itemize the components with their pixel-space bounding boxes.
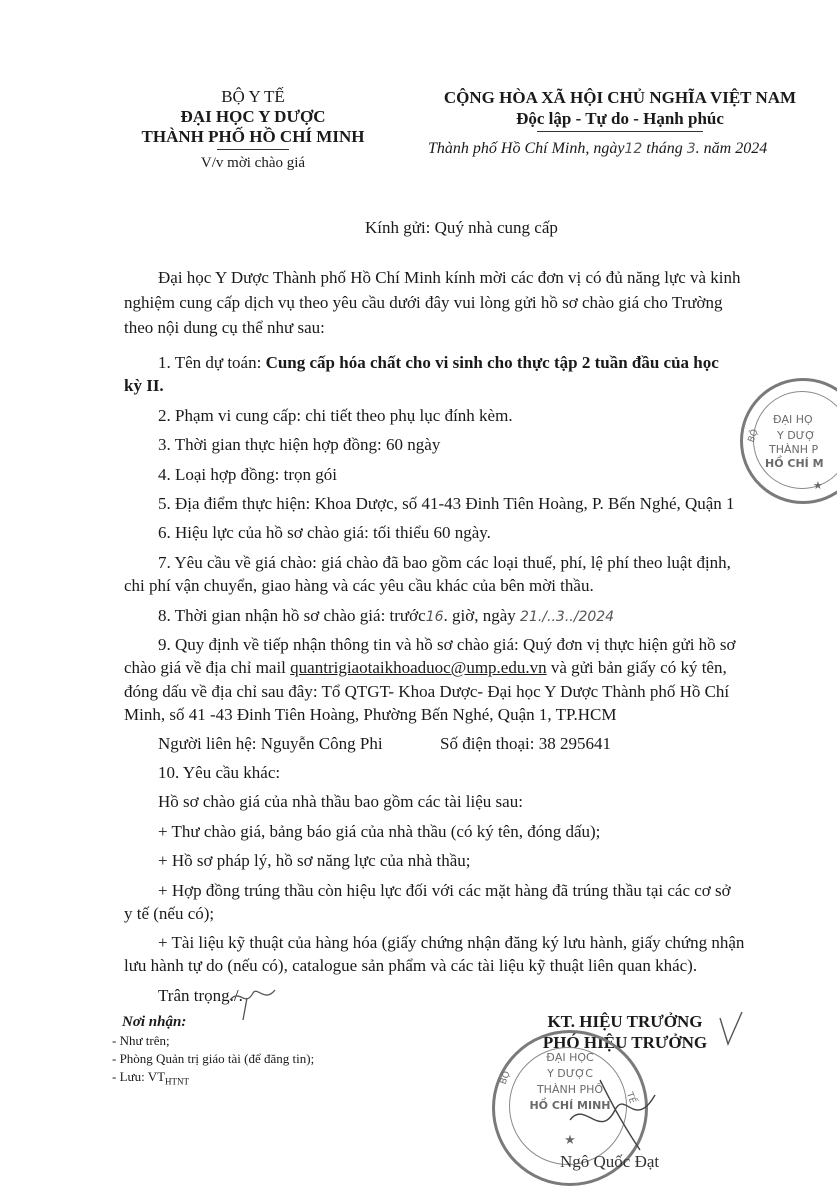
item-9-line-4: Minh, số 41 -43 Đinh Tiên Hoàng, Phường Bến Nghé, Quận 1, TP.HCM	[124, 705, 617, 724]
date-year: . năm 2024	[695, 140, 768, 157]
signature-title-1: KT. HIỆU TRƯỞNG	[547, 1012, 703, 1031]
ministry-name: BỘ Y TẾ	[221, 87, 285, 106]
item-7-line-1: 7. Yêu cầu về giá chào: giá chào đã bao gồm các loại thuế, phí, lệ phí theo luật định,	[158, 553, 731, 572]
recipients	[112, 1012, 314, 1091]
stamp-line: ĐẠI HỌ	[773, 413, 813, 426]
intro-line-1: Đại học Y Dược Thành phố Hồ Chí Minh kính mời các đơn vị có đủ năng lực và kinh	[158, 268, 741, 287]
intro-line-3: theo nội dung cụ thể như sau:	[124, 318, 325, 337]
signature-scribble	[560, 1060, 670, 1160]
item-7-line-2: chi phí vận chuyển, giao hàng và các yêu cầu khác của bên mời thầu.	[124, 576, 594, 595]
salutation: Kính gửi: Quý nhà cung cấp	[365, 218, 558, 237]
item-9-line-1: 9. Quy định về tiếp nhận thông tin và hồ sơ chào giá: Quý đơn vị thực hiện gửi hồ sơ	[158, 635, 736, 654]
recipient-item: - Phòng Quản trị giáo tài (để đăng tin);	[112, 1051, 315, 1066]
item-4: 4. Loại hợp đồng: trọn gói	[158, 465, 337, 484]
date-prefix: Thành phố Hồ Chí Minh, ngày	[428, 140, 625, 157]
recipient-archive	[112, 1068, 314, 1091]
recipients-title: Nơi nhận:	[122, 1014, 187, 1030]
contact-phone: Số điện thoại: 38 295641	[440, 734, 611, 753]
item-1-value-cont: kỳ II.	[124, 376, 164, 395]
check-mark-icon	[716, 1010, 746, 1050]
date-month-label: tháng	[646, 140, 683, 157]
country-name: CỘNG HÒA XÃ HỘI CHỦ NGHĨA VIỆT NAM	[443, 88, 797, 107]
item-8-date: 21./..3../2024	[520, 609, 615, 625]
item-10-lead: Hồ sơ chào giá của nhà thầu bao gồm các tài liệu sau:	[158, 792, 523, 811]
item-8	[158, 606, 614, 626]
stamp-line: HỒ CHÍ MINH	[529, 1099, 611, 1112]
item-10-bullet-2: + Hồ sơ pháp lý, hồ sơ năng lực của nhà thầu;	[158, 851, 471, 870]
item-10-bullet-4-line-2: lưu hành tự do (nếu có), catalogue sản phẩm và các tài liệu kỹ thuật liên quan khác).	[124, 956, 698, 975]
header-right	[420, 87, 820, 132]
item-3: 3. Thời gian thực hiện hợp đồng: 60 ngày	[158, 435, 441, 454]
item-8-hour: 16	[425, 609, 444, 625]
item-2: 2. Phạm vi cung cấp: chi tiết theo phụ lục đính kèm.	[158, 406, 513, 425]
divider	[217, 149, 289, 150]
item-10-bullet-3-line-2: y tế (nếu có);	[124, 904, 215, 923]
item-6: 6. Hiệu lực của hồ sơ chào giá: tối thiểu 60 ngày.	[158, 523, 491, 542]
university-name-line1: ĐẠI HỌC Y DƯỢC	[180, 107, 326, 126]
contact-person: Người liên hệ: Nguyễn Công Phi	[158, 734, 383, 753]
intro-line-2: nghiệm cung cấp dịch vụ theo yêu cầu dưới đây vui lòng gửi hồ sơ chào giá cho Trường	[124, 293, 723, 312]
stamp-line: Y DƯỢC	[547, 1067, 593, 1080]
star-icon: ★	[813, 479, 823, 492]
stamp-line: THÀNH P	[769, 443, 819, 456]
item-10-bullet-4-line-1: + Tài liệu kỹ thuật của hàng hóa (giấy chứng nhận đăng ký lưu hành, giấy chứng nhận	[158, 933, 745, 952]
item-10-bullet-3-line-1: + Hợp đồng trúng thầu còn hiệu lực đối với các mặt hàng đã trúng thầu tại các cơ sở	[158, 881, 731, 900]
stamp-line: ĐẠI HỌC	[546, 1051, 594, 1064]
archive-prefix: - Lưu: VT	[112, 1069, 166, 1084]
university-name-line2: THÀNH PHỐ HỒ CHÍ MINH	[141, 127, 365, 146]
stamp-side: BỘ	[746, 428, 761, 444]
official-stamp-top	[740, 378, 837, 504]
stamp-side: BỘ	[498, 1070, 513, 1086]
item-9-line-3: đóng dấu về địa chỉ sau đây: Tổ QTGT- Khoa Dược- Đại học Y Dược Thành phố Hồ Chí	[124, 682, 730, 701]
recipient-item: - Như trên;	[112, 1033, 170, 1048]
item-9-line-2-prefix: chào giá về địa chỉ mail	[124, 658, 291, 677]
stamp-side: TẾ	[623, 1091, 638, 1105]
divider	[537, 131, 703, 132]
star-icon: ★	[564, 1133, 576, 1148]
item-10-bullet-1: + Thư chào giá, bảng báo giá của nhà thầu (có ký tên, đóng dấu);	[158, 822, 601, 841]
item-8-middle: . giờ, ngày	[443, 606, 516, 625]
closing: Trân trọng./.	[158, 986, 243, 1005]
item-10-title: 10. Yêu cầu khác:	[158, 763, 281, 782]
subject-line: V/v mời chào giá	[200, 155, 306, 171]
item-5: 5. Địa điểm thực hiện: Khoa Dược, số 41-43 Đinh Tiên Hoàng, P. Bến Nghé, Quận 1	[158, 494, 735, 513]
item-8-prefix: 8. Thời gian nhận hồ sơ chào giá: trước	[158, 606, 426, 625]
contact-email-link[interactable]: quantrigiaotaikhoaduoc@ump.edu.vn	[290, 658, 547, 677]
item-1	[158, 353, 719, 373]
item-9-line-2	[124, 658, 727, 678]
stamp-line: THÀNH PHỐ	[536, 1083, 604, 1096]
signature-title-2: PHÓ HIỆU TRƯỞNG	[542, 1033, 708, 1052]
signer-name: Ngô Quốc Đạt	[560, 1152, 660, 1171]
stamp-line: HỒ CHÍ M	[765, 457, 824, 470]
stamp-line: Y DƯỢ	[777, 429, 816, 442]
date-month: 3	[686, 141, 696, 157]
item-1-value: Cung cấp hóa chất cho vi sinh cho thực tập 2 tuần đầu của học	[265, 353, 719, 372]
header-left	[128, 87, 378, 174]
national-motto: Độc lập - Tự do - Hạnh phúc	[516, 109, 724, 128]
item-9-line-2-suffix: và gửi bản giấy có ký tên,	[546, 658, 727, 677]
item-1-label: 1. Tên dự toán:	[158, 353, 266, 372]
date-day: 12	[624, 141, 643, 157]
archive-sub: HTNT	[165, 1076, 190, 1087]
document-date	[428, 140, 767, 158]
